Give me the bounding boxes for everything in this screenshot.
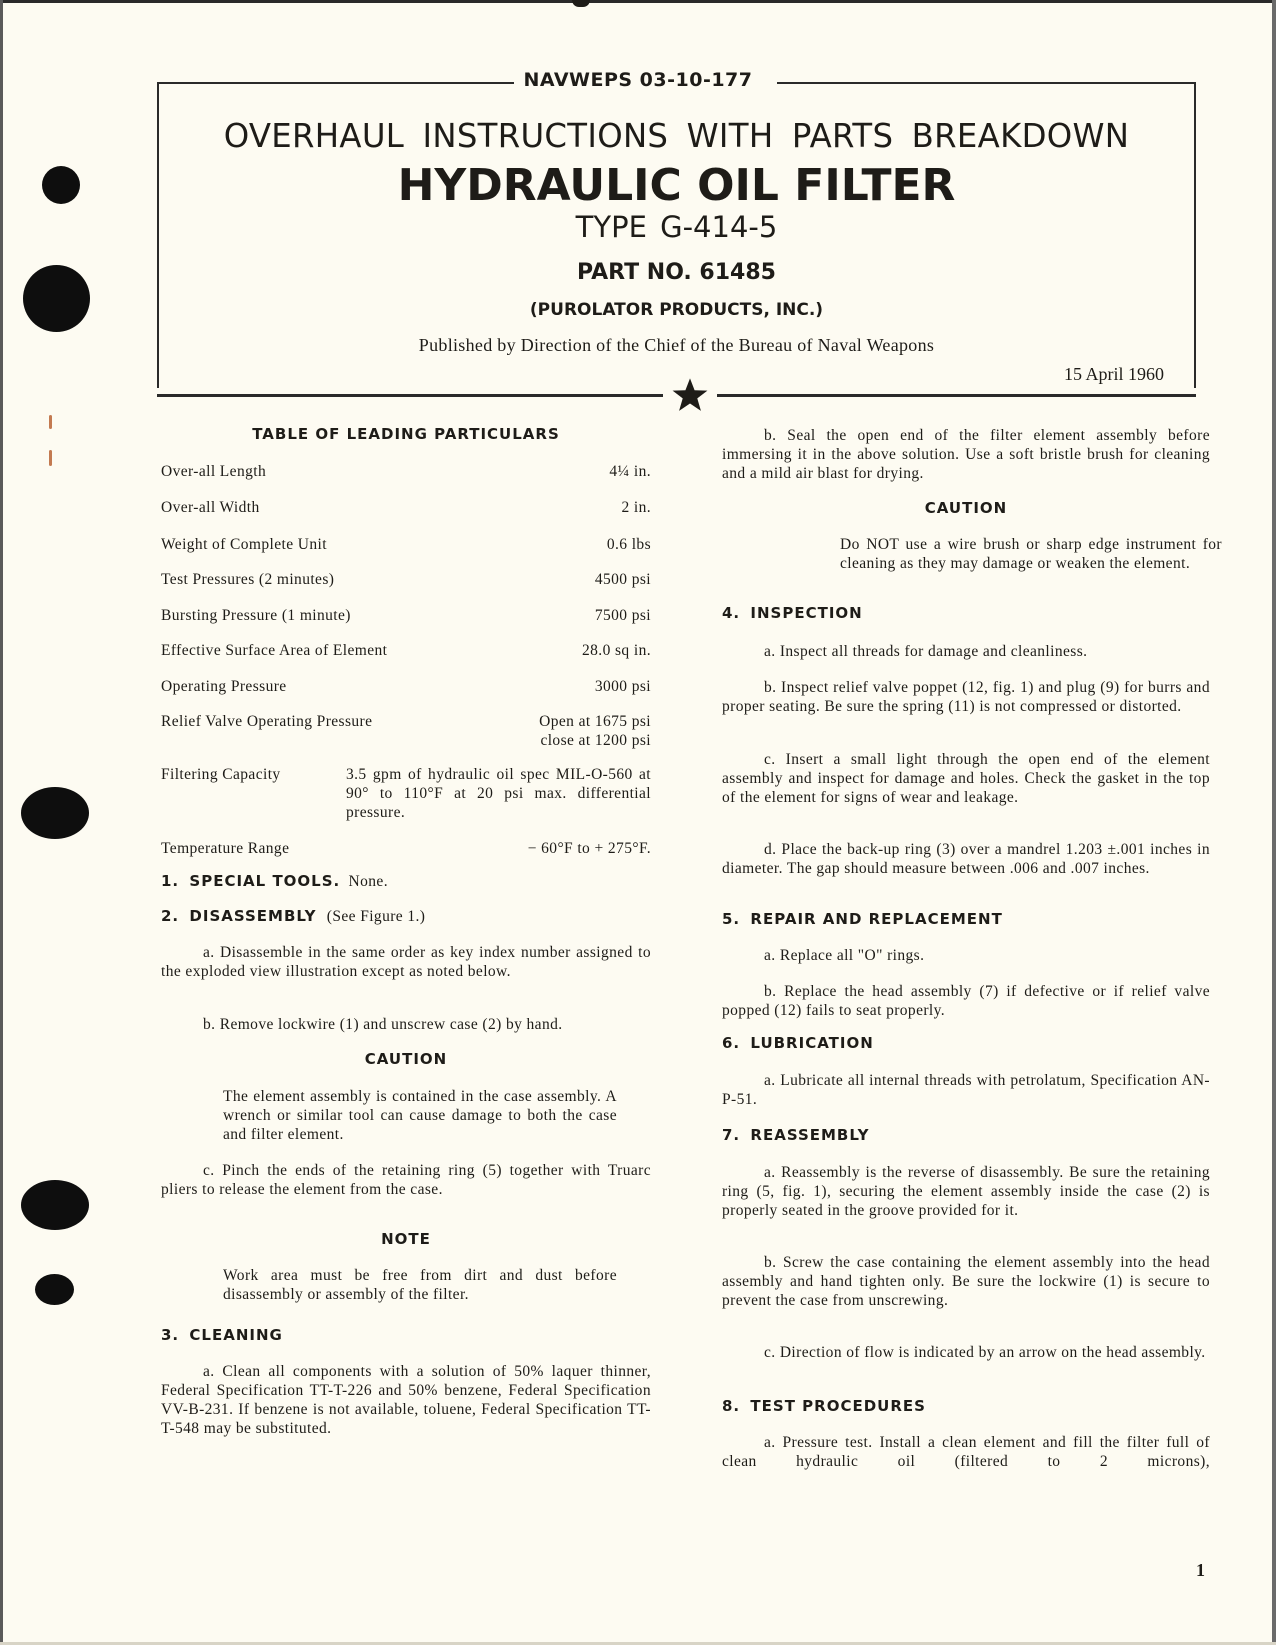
table-row (161, 677, 651, 696)
note-title: NOTE (381, 1230, 431, 1248)
paragraph: b. Replace the head assembly (7) if defective or if relief valve popped (12) fails to seat properly. (722, 983, 1210, 1019)
header-divider-left (157, 394, 663, 397)
doc-manufacturer: (PUROLATOR PRODUCTS, INC.) (529, 300, 824, 320)
row-value: 4¼ in. (609, 463, 651, 480)
table-row (161, 839, 651, 858)
paragraph: b. Remove lockwire (1) and unscrew case (2) by hand. (203, 1016, 563, 1033)
star-icon (671, 376, 709, 414)
page-top-edge (0, 0, 1276, 3)
table-row (161, 462, 651, 481)
paragraph: a. Clean all components with a solution of 50% laquer thinner, Federal Specification TT-T-226 and 50% benzene, Federal Specification VV-B-231. If benzene is not available, toluene, Federal Specification TT-T-548 may be substituted. (161, 1363, 651, 1437)
section-number: 7. (722, 1126, 741, 1144)
binder-hole-icon (42, 166, 80, 204)
paragraph: a. Inspect all threads for damage and cleanliness. (764, 643, 1088, 660)
doc-part-number: PART NO. 61485 (577, 260, 776, 285)
paragraph: c. Pinch the ends of the retaining ring (5) together with Truarc pliers to release the element from the case. (161, 1162, 651, 1198)
table-row (161, 606, 651, 625)
section-title: DISASSEMBLY (189, 907, 317, 925)
paragraph: a. Lubricate all internal threads with petrolatum, Specification AN-P-51. (722, 1072, 1210, 1108)
table-row (161, 498, 651, 517)
paragraph: a. Pressure test. Install a clean element and fill the filter full of clean hydraulic oil (filtered to 2 microns), (722, 1434, 1210, 1470)
row-value: close at 1200 psi (540, 732, 651, 749)
section-title: INSPECTION (750, 604, 863, 622)
paragraph: c. Insert a small light through the open end of the element assembly and inspect for damage and holes. Check the gasket in the top of the element for signs of wear and leakage. (722, 751, 1210, 806)
right-column (722, 420, 1222, 1520)
section-number: 5. (722, 910, 741, 928)
note-text: Work area must be free from dirt and dust before disassembly or assembly of the filter. (223, 1267, 617, 1303)
section-note: (See Figure 1.) (326, 908, 426, 925)
paragraph: a. Disassemble in the same order as key index number assigned to the exploded view illustration except as noted below. (161, 944, 651, 980)
section-test-heading (722, 1397, 1210, 1416)
section-repair-heading (722, 910, 1210, 929)
row-label: Test Pressures (2 minutes) (161, 571, 335, 588)
doc-title: OVERHAUL INSTRUCTIONS WITH PARTS BREAKDOWN (223, 116, 1130, 155)
section-cleaning-heading (161, 1326, 651, 1345)
caution-title: CAUTION (924, 499, 1008, 517)
leading-particulars-title: TABLE OF LEADING PARTICULARS (252, 425, 560, 443)
row-label: Relief Valve Operating Pressure (161, 713, 373, 730)
paragraph: b. Inspect relief valve poppet (12, fig. 1) and plug (9) for burrs and proper seating. Be sure the spring (11) is not compressed or distorted. (722, 679, 1210, 715)
doc-subject: HYDRAULIC OIL FILTER (397, 160, 956, 211)
binder-hole-icon (21, 1180, 89, 1230)
section-title: REASSEMBLY (750, 1126, 870, 1144)
section-title: TEST PROCEDURES (750, 1397, 926, 1415)
paragraph: a. Reassembly is the reverse of disassembly. Be sure the retaining ring (5, fig. 1), securing the element assembly inside the case (2) is properly seated in the groove provided for it. (722, 1164, 1210, 1219)
section-number: 6. (722, 1034, 741, 1052)
rust-stain (49, 450, 52, 466)
section-reassembly-heading (722, 1126, 1210, 1145)
binder-hole-icon (35, 1274, 74, 1305)
row-label: Operating Pressure (161, 678, 287, 695)
row-label: Weight of Complete Unit (161, 536, 327, 553)
section-lubrication-heading (722, 1034, 1210, 1053)
binder-hole-icon (23, 265, 90, 332)
doc-date: 15 April 1960 (1064, 364, 1165, 384)
section-number: 3. (161, 1326, 180, 1344)
table-row (161, 641, 651, 660)
row-value: Open at 1675 psi (539, 713, 651, 730)
doc-type: TYPE G-414-5 (575, 210, 778, 244)
table-row (161, 570, 651, 589)
section-number: 4. (722, 604, 741, 622)
paragraph: b. Screw the case containing the element assembly into the head assembly and hand tighten only. Be sure the lockwire (1) is secure to prevent the case from unscrewing. (722, 1254, 1210, 1309)
section-title: REPAIR AND REPLACEMENT (750, 910, 1003, 928)
section-special-tools (161, 872, 651, 891)
row-value: 28.0 sq in. (582, 642, 651, 659)
table-row (161, 765, 651, 822)
left-column (161, 420, 651, 1520)
row-value: 0.6 lbs (606, 536, 651, 553)
section-number: 1. (161, 872, 180, 890)
section-title: LUBRICATION (750, 1034, 874, 1052)
page-number: 1 (1196, 1560, 1205, 1580)
caution-text: Do NOT use a wire brush or sharp edge instrument for cleaning as they may damage or weaken the element. (840, 536, 1222, 572)
paragraph: d. Place the back-up ring (3) over a mandrel 1.203 ±.001 inches in diameter. The gap should measure between .006 and .007 inches. (722, 841, 1210, 877)
paragraph: c. Direction of flow is indicated by an arrow on the head assembly. (764, 1344, 1206, 1361)
caution-text: The element assembly is contained in the case assembly. A wrench or similar tool can cause damage to both the case and filter element. (223, 1088, 617, 1143)
section-disassembly-heading (161, 907, 651, 926)
page-left-edge (0, 0, 3, 1645)
row-value: 2 in. (621, 499, 651, 516)
section-inspection-heading (722, 604, 1210, 623)
row-value: 7500 psi (594, 607, 651, 624)
row-value: 4500 psi (594, 571, 651, 588)
paragraph: a. Replace all "O" rings. (764, 947, 925, 964)
section-number: 8. (722, 1397, 741, 1415)
section-title: SPECIAL TOOLS. (189, 872, 341, 890)
published-by: Published by Direction of the Chief of the Bureau of Naval Weapons (418, 335, 935, 355)
caution-title: CAUTION (364, 1050, 448, 1068)
row-label: Over-all Length (161, 463, 267, 480)
row-label: Over-all Width (161, 499, 260, 516)
section-number: 2. (161, 907, 180, 925)
row-value: − 60°F to + 275°F. (527, 840, 651, 857)
row-value: 3000 psi (594, 678, 651, 695)
paragraph: b. Seal the open end of the filter element assembly before immersing it in the above solution. Use a soft bristle brush for cleaning and a mild air blast for drying. (722, 427, 1210, 482)
page-right-edge (1272, 0, 1276, 1645)
row-label: Filtering Capacity (161, 766, 281, 783)
row-value-group (539, 712, 651, 750)
binder-hole-icon (21, 787, 89, 839)
binding-notch (572, 0, 590, 7)
section-title: CLEANING (189, 1326, 283, 1344)
rust-stain (49, 415, 52, 429)
row-value: 3.5 gpm of hydraulic oil spec MIL-O-560 at 90° to 110°F at 20 psi max. differential pressure. (346, 766, 651, 821)
row-label: Temperature Range (161, 840, 290, 857)
row-label: Bursting Pressure (1 minute) (161, 607, 351, 624)
doc-number: NAVWEPS 03-10-177 (0, 69, 1276, 91)
section-note: None. (348, 873, 388, 890)
header-divider-right (717, 394, 1196, 397)
table-row (161, 712, 651, 750)
row-label: Effective Surface Area of Element (161, 642, 388, 659)
table-row (161, 535, 651, 554)
